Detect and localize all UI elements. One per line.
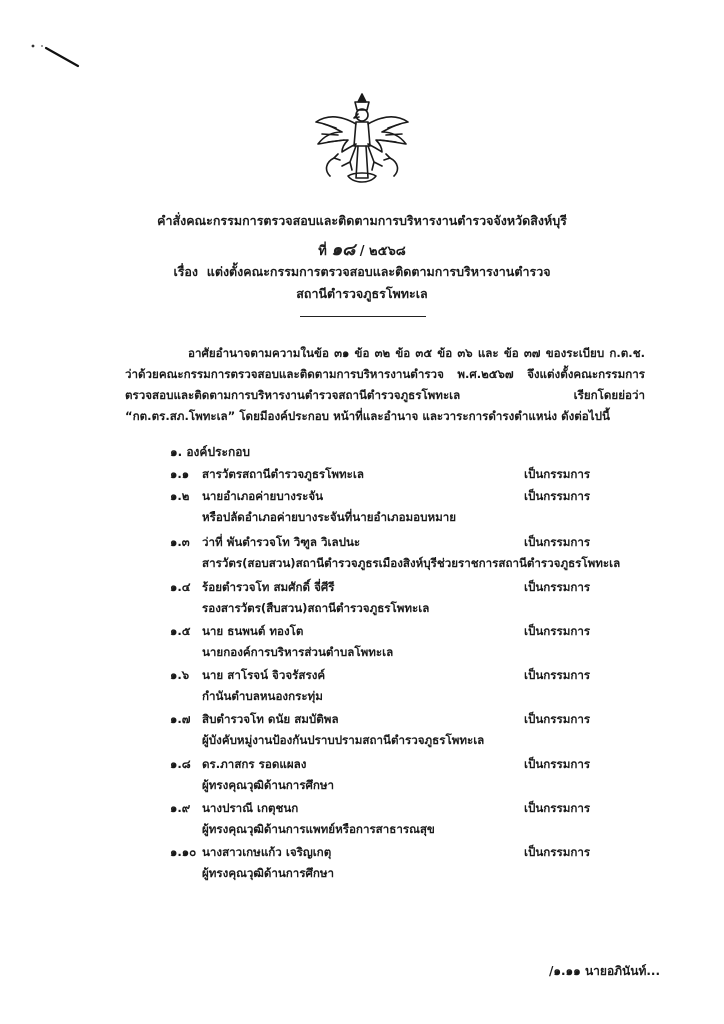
order-number <box>0 236 724 263</box>
member-number: ๑.๒ <box>170 489 190 503</box>
garuda-emblem-icon <box>312 88 412 188</box>
scan-pen-mark <box>30 40 90 70</box>
member-role: เป็นกรรมการ <box>524 467 591 481</box>
order-number-prefix: ที่ <box>318 244 327 259</box>
member-position: หรือปลัดอำเภอค่ายบางระจันที่นายอำเภอมอบหมาย <box>202 510 457 524</box>
member-position: ผู้บังคับหมู่งานป้องกันปราบปรามสถานีตำรวจภูธรโพทะเล <box>202 733 485 747</box>
preamble-block <box>125 343 645 427</box>
member-number: ๑.๖ <box>170 668 190 682</box>
subject-label: เรื่อง <box>173 264 199 279</box>
member-number: ๑.๗ <box>170 712 191 726</box>
member-number: ๑.๕ <box>170 624 191 638</box>
member-role: เป็นกรรมการ <box>524 535 591 549</box>
member-role: เป็นกรรมการ <box>524 845 591 859</box>
order-subject <box>0 262 724 282</box>
member-number: ๑.๔ <box>170 580 191 594</box>
member-role: เป็นกรรมการ <box>524 801 591 815</box>
member-name: นางสาวเกษแก้ว เจริญเกตุ <box>202 845 332 859</box>
title-divider <box>300 316 426 317</box>
member-name: นายอำเภอค่ายบางระจัน <box>202 489 324 503</box>
member-position: นายกองค์การบริหารส่วนตำบลโพทะเล <box>202 645 394 659</box>
member-position: กำนันตำบลหนองกระทุ่ม <box>202 689 323 703</box>
member-name: ดร.ภาสกร รอดแผลง <box>202 757 307 771</box>
order-title: คำสั่งคณะกรรมการตรวจสอบและติดตามการบริหารงานตำรวจจังหวัดสิงห์บุรี <box>157 213 567 228</box>
member-number: ๑.๙ <box>170 801 191 815</box>
member-number: ๑.๓ <box>170 535 190 549</box>
member-name: สิบตำรวจโท ดนัย สมบัติพล <box>202 712 339 726</box>
member-number: ๑.๑ <box>170 467 190 481</box>
member-name: นาย สาโรจน์ จิวจรัสรงค์ <box>202 668 326 682</box>
member-name: ว่าที่ พันตำรวจโท วิฑูล วิเลปนะ <box>202 535 361 549</box>
member-position: ผู้ทรงคุณวุฒิด้านการศึกษา <box>202 778 335 792</box>
member-number: ๑.๑๐ <box>170 845 197 859</box>
member-position: ผู้ทรงคุณวุฒิด้านการแพทย์หรือการสาธารณสุข <box>202 822 435 836</box>
next-page-reference: /๑.๑๑ นายอภินันท์... <box>549 964 661 978</box>
order-number-year: / ๒๕๖๘ <box>359 244 406 259</box>
member-role: เป็นกรรมการ <box>524 668 591 682</box>
member-number: ๑.๘ <box>170 757 191 771</box>
section-heading: ๑. องค์ประกอบ <box>170 445 251 459</box>
member-name: นางปราณี เกตุชนก <box>202 801 299 815</box>
member-position: ผู้ทรงคุณวุฒิด้านการศึกษา <box>202 866 335 880</box>
member-name: นาย ธนพนต์ ทองโต <box>202 624 304 638</box>
subject-line-1: แต่งตั้งคณะกรรมการตรวจสอบและติดตามการบริหารงานตำรวจ <box>206 264 551 279</box>
member-role: เป็นกรรมการ <box>524 489 591 503</box>
member-name: ร้อยตำรวจโท สมศักดิ์ จี่ศีรี <box>202 580 335 594</box>
member-role: เป็นกรรมการ <box>524 712 591 726</box>
preamble-text: อาศัยอำนาจตามความในข้อ ๓๑ ข้อ ๓๒ ข้อ ๓๕ ข้อ ๓๖ และ ข้อ ๓๗ ของระเบียบ ก.ต.ช. ว่าด้วยคณะกรรมการตรวจสอบและติดตามการบริหารงานตำรวจ พ.ศ.๒๕๖๗ จึงแต่งตั้งคณะกรรมการตรวจสอบและติดตามการบริหารงานตำรวจสถานีตำรวจภูธรโพทะเล เรียกโดยย่อว่า “กต.ตร.สภ.โพทะเล” โดยมีองค์ประกอบ หน้าที่และอำนาจ และวาระการดำรงตำแหน่ง ดังต่อไปนี้ <box>125 346 645 423</box>
subject-line-2: สถานีตำรวจภูธรโพทะเล <box>296 286 428 301</box>
member-name: สารวัตรสถานีตำรวจภูธรโพทะเล <box>202 467 364 481</box>
member-role: เป็นกรรมการ <box>524 580 591 594</box>
member-role: เป็นกรรมการ <box>524 757 591 771</box>
order-number-handwritten: ๑๘ <box>331 240 356 260</box>
member-role: เป็นกรรมการ <box>524 624 591 638</box>
member-position: รองสารวัตร(สืบสวน)สถานีตำรวจภูธรโพทะเล <box>202 601 430 615</box>
member-position: สารวัตร(สอบสวน)สถานีตำรวจภูธรเมืองสิงห์บุรีช่วยราชการสถานีตำรวจภูธรโพทะเล <box>202 556 621 570</box>
